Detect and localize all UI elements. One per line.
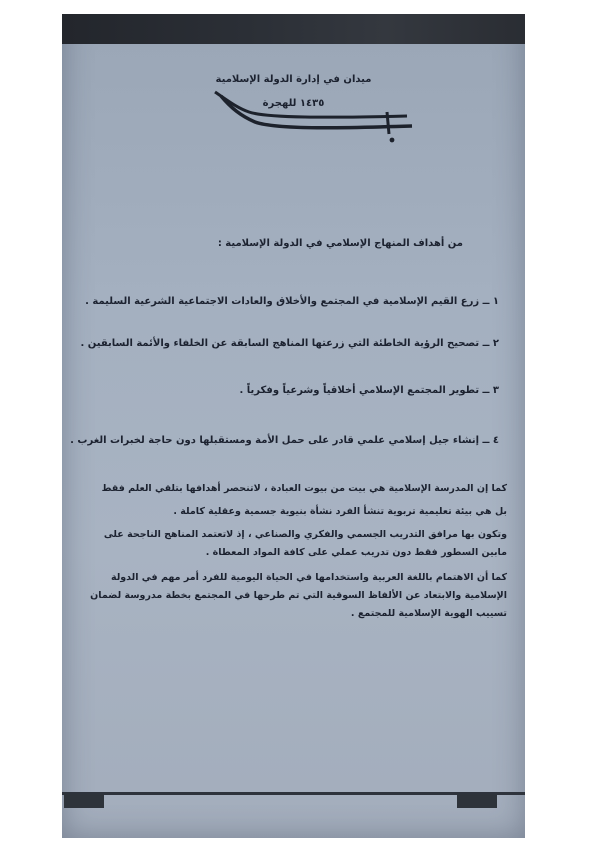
scan-top-border <box>62 14 525 44</box>
footer-corner-right <box>457 794 497 808</box>
goal-item-3: ٣ ــ تطوير المجتمع الإسلامي أخلاقياً وشرعياً وفكرياً . <box>239 385 499 396</box>
footer-corner-left <box>64 794 104 808</box>
goal-item-1: ١ ــ زرع القيم الإسلامية في المجتمع والأخلاق والعادات الاجتماعية الشرعية السليمة . <box>85 296 499 307</box>
header-date: ١٤٣٥ للهجرة <box>262 98 325 109</box>
section-title: من أهداف المنهاج الإسلامي في الدولة الإسلامية : <box>217 238 463 249</box>
goal-item-4: ٤ ــ إنشاء جيل إسلامي علمي قادر على حمل الأمة ومستقبلها دون حاجة لخبرات الغرب . <box>70 435 499 446</box>
calligraphy-logo <box>207 86 417 146</box>
paragraph-2-line-2: مابين السطور فقط دون تدريب عملي على كافة المواد المعطاة . <box>205 547 507 558</box>
paragraph-3-line-1: كما أن الاهتمام باللغة العربية واستخدامها في الحياة اليومية للفرد أمر مهم في الدولة <box>110 572 507 583</box>
paragraph-2-line-1: وتكون بها مرافق التدريب الجسمي والفكري والصناعي ، إذ لاتعتمد المناهج الناجحة على <box>103 529 507 540</box>
paragraph-1-line-1: كما إن المدرسة الإسلامية هي بيت من بيوت العبادة ، لاتنحصر أهدافها بتلقي العلم فقط <box>101 483 507 494</box>
header-title: ميدان في إدارة الدولة الإسلامية <box>215 74 372 85</box>
scanned-page <box>62 14 525 838</box>
paragraph-3-line-2: الإسلامية والابتعاد عن الألفاظ السوقية التي تم طرحها في المجتمع بخطة مدروسة لضمان <box>90 590 507 601</box>
footer-rule <box>62 792 525 795</box>
paragraph-1-line-2: بل هي بيئة تعليمية تربوية تنشأ الفرد نشأة بنيوية جسمية وعقلية كاملة . <box>173 506 507 517</box>
paragraph-3-line-3: تسييب الهوية الإسلامية للمجتمع . <box>350 608 507 619</box>
goal-item-2: ٢ ــ تصحيح الرؤية الخاطئة التي زرعتها المناهج السابقة عن الخلفاء والأئمة السابقين . <box>80 338 499 349</box>
